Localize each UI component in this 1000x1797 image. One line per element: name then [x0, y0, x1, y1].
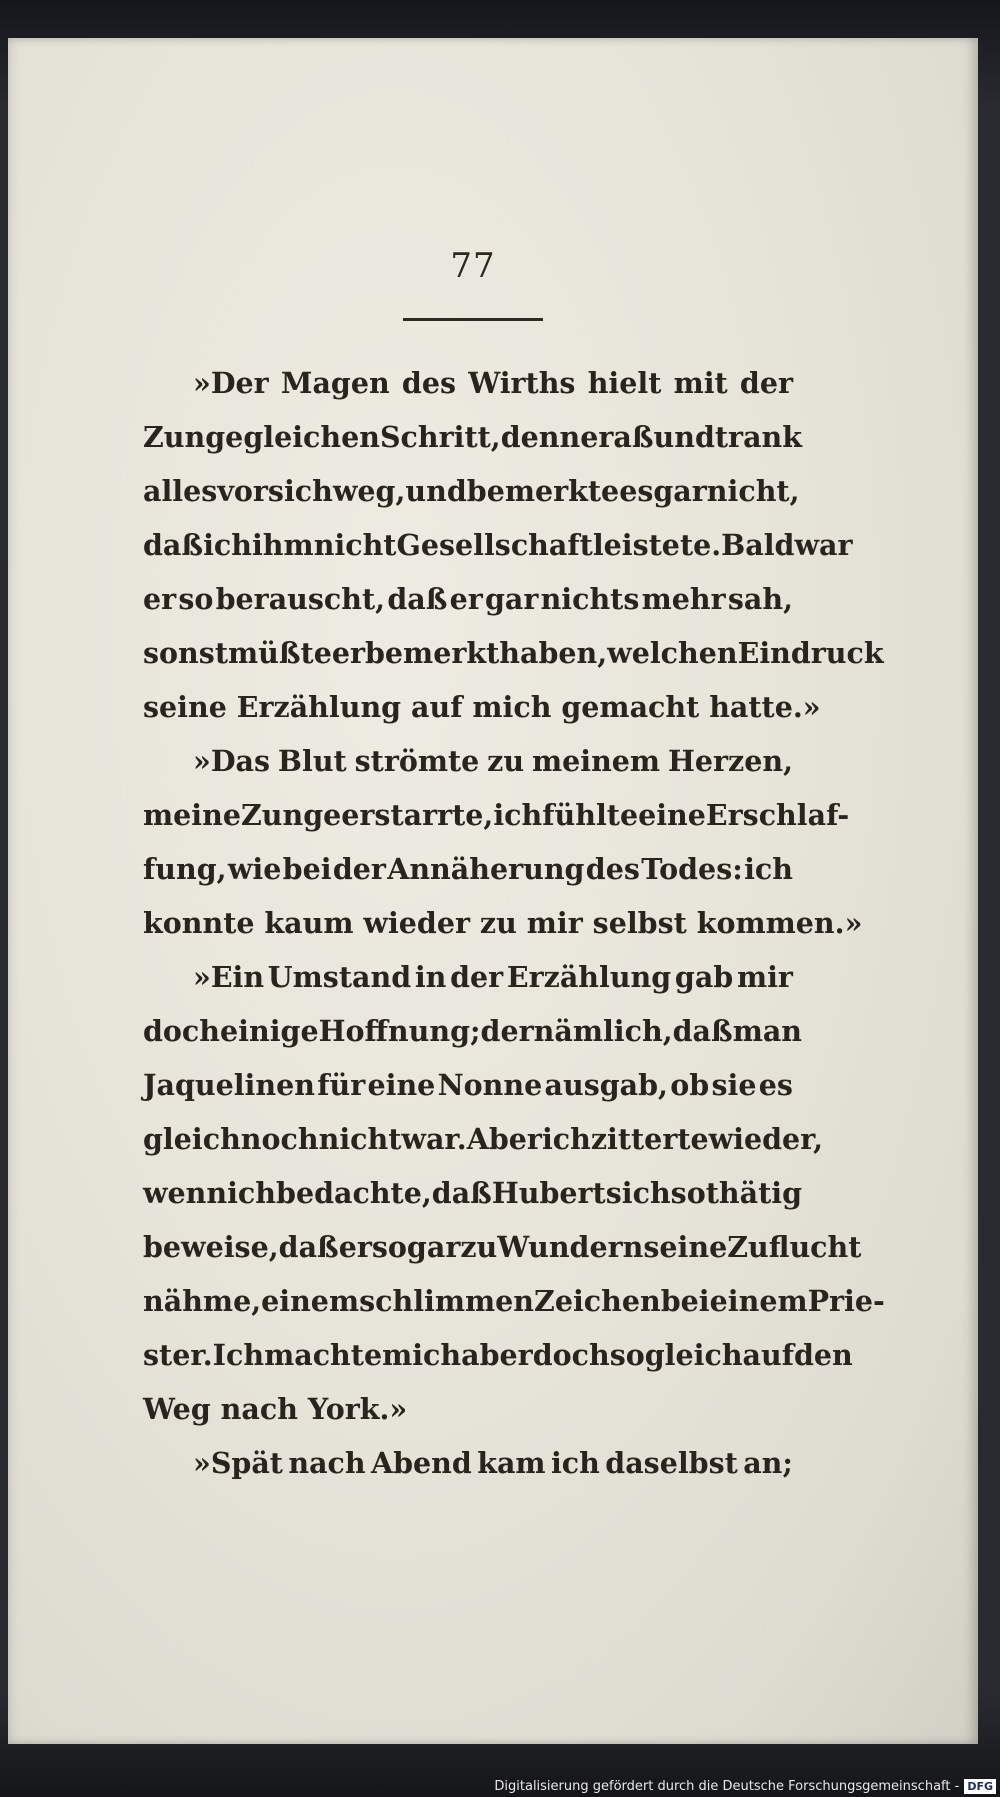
book-page	[8, 38, 978, 1744]
text-line: »Spät nach Abend kam ich daselbst an;	[193, 1446, 793, 1480]
text-line: ster. Ich machte mich aber doch sogleich auf den	[143, 1338, 853, 1372]
dfg-logo-icon: DFG	[964, 1779, 996, 1794]
text-line: wenn ich bedachte, daß Hubert sich so thätig	[143, 1176, 803, 1210]
text-line: »Das Blut strömte zu meinem Herzen,	[193, 744, 793, 778]
text-line: nähme, einem schlimmen Zeichen bei einem Prie-	[143, 1284, 885, 1318]
text-line: beweise, daß er sogar zu Wundern seine Zuflucht	[143, 1230, 862, 1264]
page-number-rule	[403, 318, 543, 321]
text-line: fung, wie bei der Annäherung des Todes: ich	[143, 852, 793, 886]
text-line: »Der Magen des Wirths hielt mit der	[193, 366, 793, 400]
text-line: Jaquelinen für eine Nonne ausgab, ob sie es	[143, 1068, 793, 1102]
text-line: er so berauscht, daß er gar nichts mehr sah,	[143, 582, 793, 616]
text-line: Zunge gleichen Schritt, denn er aß und trank	[143, 420, 803, 454]
text-line: meine Zunge erstarrte, ich fühlte eine Erschlaf-	[143, 798, 850, 832]
text-line: »Ein Umstand in der Erzählung gab mir	[193, 960, 793, 994]
text-line: daß ich ihm nicht Gesellschaft leistete. Bald war	[143, 528, 853, 562]
footer-credit: Digitalisierung gefördert durch die Deutsche Forschungsgemeinschaft -	[494, 1779, 960, 1794]
text-line: seine Erzählung auf mich gemacht hatte.»	[143, 690, 821, 724]
text-line: gleich noch nicht war. Aber ich zitterte wieder,	[143, 1122, 824, 1156]
text-line: Weg nach York.»	[143, 1392, 408, 1426]
text-line: doch einige Hoffnung; der nämlich, daß man	[143, 1014, 803, 1048]
text-line: alles vor sich weg, und bemerkte es gar nicht,	[143, 474, 800, 508]
page-number: 77	[450, 246, 496, 286]
digitization-footer	[494, 1779, 996, 1794]
text-line: konnte kaum wieder zu mir selbst kommen.»	[143, 906, 863, 940]
text-line: sonst müßte er bemerkt haben, welchen Eindruck	[143, 636, 884, 670]
body-text	[143, 356, 885, 1490]
